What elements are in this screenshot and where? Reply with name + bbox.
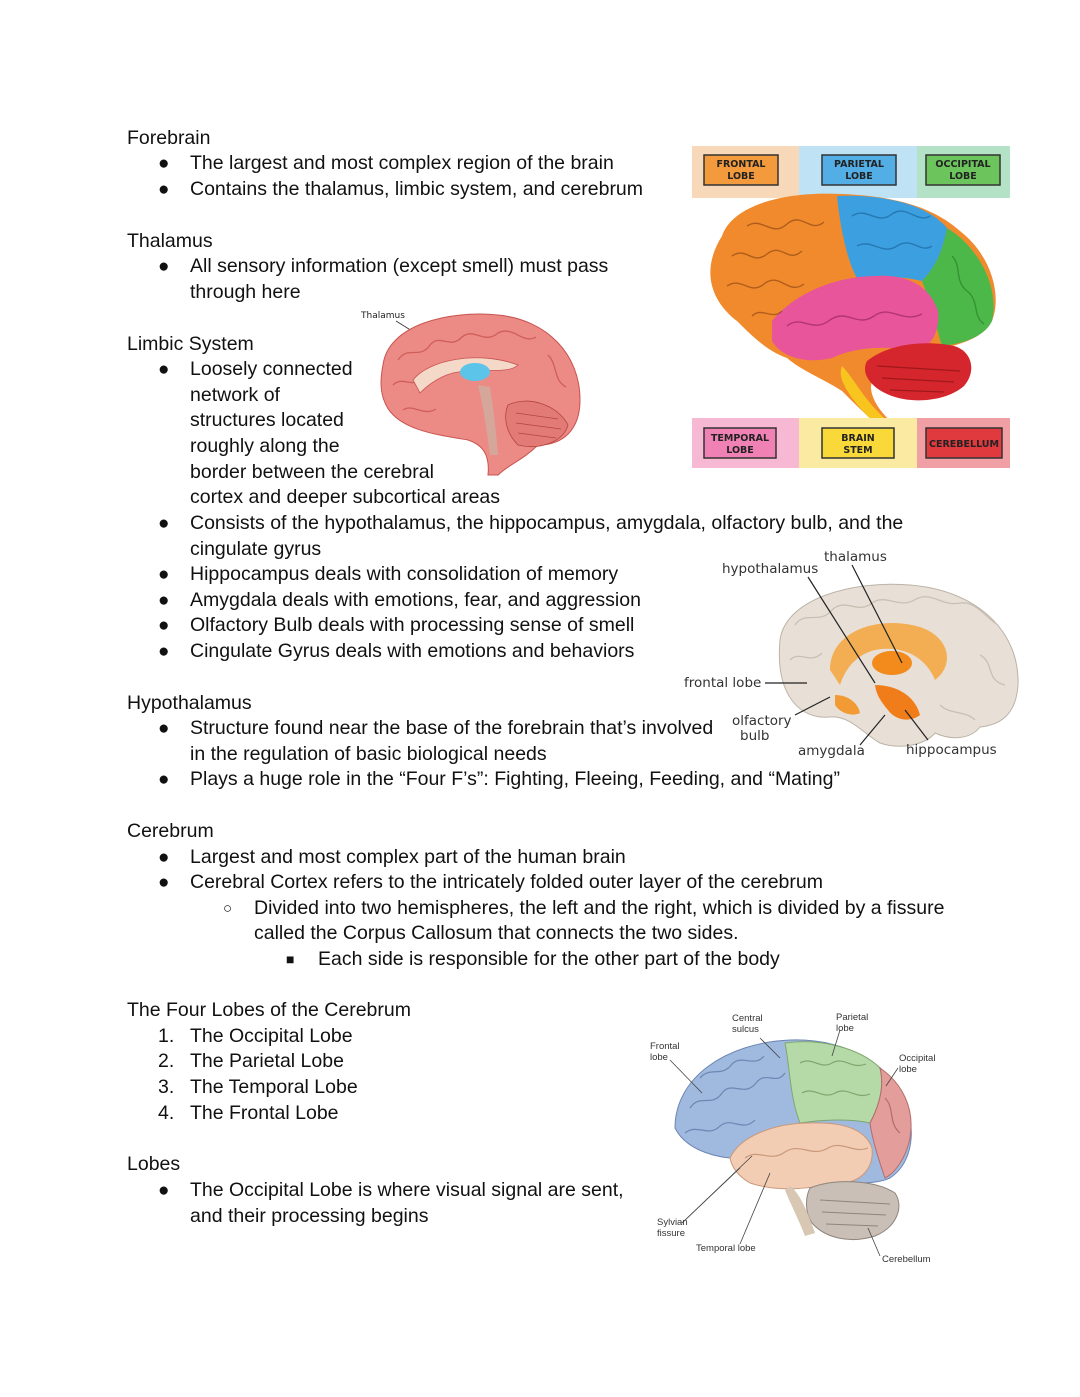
- thalamus-highlight: [460, 363, 490, 381]
- limbic-bullet1-line: cortex and deeper subcortical areas: [190, 486, 501, 508]
- olfactory-label-1: olfactory: [732, 713, 792, 729]
- thalamus-brain-figure: [358, 305, 584, 477]
- bullet-dot: ●: [158, 847, 170, 868]
- limbic-bullet1-line: structures located: [190, 409, 344, 431]
- limbic-bullet-cingulate: Cingulate Gyrus deals with emotions and behaviors: [190, 640, 635, 662]
- bullet-dot: ●: [158, 256, 170, 277]
- cerebrum-subsub: Each side is responsible for the other part of the body: [318, 948, 780, 970]
- bullet-dot: ●: [158, 359, 170, 380]
- bullet-dot: ●: [158, 590, 170, 611]
- frontal-lobe-label-2: lobe: [650, 1052, 668, 1063]
- thalamus-heading: Thalamus: [127, 230, 213, 252]
- thalamus-bullet-line1: All sensory information (except smell) must pass: [190, 255, 609, 277]
- hypothalamus-bullet1-line1: Structure found near the base of the forebrain that’s involved: [190, 717, 714, 739]
- list-number: 2.: [158, 1050, 175, 1072]
- limbic-bullet1-line: Loosely connected: [190, 358, 353, 380]
- cerebellum-label: Cerebellum: [882, 1254, 931, 1265]
- bullet-dot: ●: [158, 153, 170, 174]
- colored-lobes-brain-figure: [692, 146, 1010, 468]
- bullet-dot: ●: [158, 179, 170, 200]
- lobes-heading: Lobes: [127, 1153, 181, 1175]
- limbic-bullet1-line: roughly along the: [190, 435, 340, 457]
- limbic-bullet1-line: network of: [190, 384, 280, 406]
- list-number: 4.: [158, 1102, 175, 1124]
- square-bullet: ■: [286, 951, 295, 967]
- parietal-lobe-label-2: lobe: [836, 1023, 854, 1034]
- hypothalamus-heading: Hypothalamus: [127, 692, 252, 714]
- frontal-lobe-label-1: Frontal: [650, 1041, 680, 1052]
- limbic-bullet2-line1: Consists of the hypothalamus, the hippocampus, amygdala, olfactory bulb, and the: [190, 512, 904, 534]
- olfactory-label-2: bulb: [740, 728, 770, 744]
- bullet-dot: ●: [158, 641, 170, 662]
- hypothalamus-bullet1-line2: in the regulation of basic biological needs: [190, 743, 547, 765]
- occipital-label-1: OCCIPITAL: [935, 159, 991, 170]
- brainstem-label-1: BRAIN: [841, 433, 875, 444]
- hypothalamus-label: hypothalamus: [722, 561, 819, 577]
- parietal-label-1: PARIETAL: [834, 159, 884, 170]
- colored-brain-illustration: [710, 194, 995, 442]
- brainstem-label-2: STEM: [843, 445, 873, 456]
- bullet-dot: ●: [158, 615, 170, 636]
- four-lobes-heading: The Four Lobes of the Cerebrum: [127, 999, 411, 1021]
- hippocampus-label: hippocampus: [906, 742, 997, 758]
- bullet-dot: ●: [158, 718, 170, 739]
- four-lobes-item: The Parietal Lobe: [190, 1050, 344, 1072]
- hypothalamus-bullet2: Plays a huge role in the “Four F’s”: Fighting, Fleeing, Feeding, and “Mating”: [190, 768, 840, 790]
- bullet-dot: ●: [158, 513, 170, 534]
- central-sulcus-label-1: Central: [732, 1013, 763, 1024]
- parietal-lobe-label-1: Parietal: [836, 1012, 869, 1023]
- amygdala-label: amygdala: [798, 743, 865, 759]
- bullet-dot: ●: [158, 1180, 170, 1201]
- thalamus-bullet-line2: through here: [190, 281, 301, 303]
- cerebrum-sub-line2: called the Corpus Callosum that connects the two sides.: [254, 922, 739, 944]
- cerebellum-label: CEREBELLUM: [929, 439, 999, 450]
- temporal-label-2: LOBE: [726, 445, 754, 456]
- temporal-label-1: TEMPORAL: [710, 433, 770, 444]
- forebrain-heading: Forebrain: [127, 127, 211, 149]
- four-lobes-item: The Frontal Lobe: [190, 1102, 339, 1124]
- cerebrum-heading: Cerebrum: [127, 820, 214, 842]
- four-lobes-item: The Occipital Lobe: [190, 1025, 353, 1047]
- limbic-callouts: [680, 545, 1025, 765]
- central-sulcus-label-2: sulcus: [732, 1024, 759, 1035]
- temporal-lobe-label: Temporal lobe: [696, 1243, 756, 1254]
- list-number: 1.: [158, 1025, 175, 1047]
- four-lobes-item: The Temporal Lobe: [190, 1076, 358, 1098]
- occipital-lobe-label-2: lobe: [899, 1064, 917, 1075]
- lobes-bullet-line2: and their processing begins: [190, 1205, 429, 1227]
- limbic-system-figure: [680, 545, 1025, 765]
- limbic-bullet1-line: border between the cerebral: [190, 461, 434, 483]
- limbic-bullet-amygdala: Amygdala deals with emotions, fear, and aggression: [190, 589, 641, 611]
- thalamus-label: thalamus: [824, 549, 887, 565]
- labeled-lobes-figure: [640, 1008, 950, 1268]
- bullet-dot: ●: [158, 769, 170, 790]
- limbic-bullet-olfactory: Olfactory Bulb deals with processing sense of smell: [190, 614, 635, 636]
- labeled-lobes-illustration: [640, 1008, 950, 1268]
- hollow-bullet: ○: [223, 900, 233, 917]
- list-number: 3.: [158, 1076, 175, 1098]
- lobes-bullet-line1: The Occipital Lobe is where visual signal are sent,: [190, 1179, 624, 1201]
- cerebrum-sub-line1: Divided into two hemispheres, the left and the right, which is divided by a fissure: [254, 897, 945, 919]
- thalamus-figure-label: Thalamus: [361, 311, 405, 321]
- limbic-bullet-hippocampus: Hippocampus deals with consolidation of memory: [190, 563, 619, 585]
- frontal-lobe-label: frontal lobe: [684, 675, 762, 691]
- forebrain-bullet-2: Contains the thalamus, limbic system, and cerebrum: [190, 178, 644, 200]
- sylvian-fissure-label-2: fissure: [657, 1228, 685, 1239]
- frontal-label-2: LOBE: [727, 171, 755, 182]
- bullet-dot: ●: [158, 872, 170, 893]
- sylvian-fissure-label-1: Sylvian: [657, 1217, 688, 1228]
- limbic-bullet2-line2: cingulate gyrus: [190, 538, 322, 560]
- cerebrum-bullet1: Largest and most complex part of the human brain: [190, 846, 626, 868]
- occipital-label-2: LOBE: [949, 171, 977, 182]
- occipital-lobe-label-1: Occipital: [899, 1053, 936, 1064]
- frontal-label-1: FRONTAL: [716, 159, 766, 170]
- bullet-dot: ●: [158, 564, 170, 585]
- parietal-label-2: LOBE: [845, 171, 873, 182]
- forebrain-bullet-1: The largest and most complex region of the brain: [190, 152, 614, 174]
- limbic-heading: Limbic System: [127, 333, 254, 355]
- cerebrum-bullet2: Cerebral Cortex refers to the intricately folded outer layer of the cerebrum: [190, 871, 823, 893]
